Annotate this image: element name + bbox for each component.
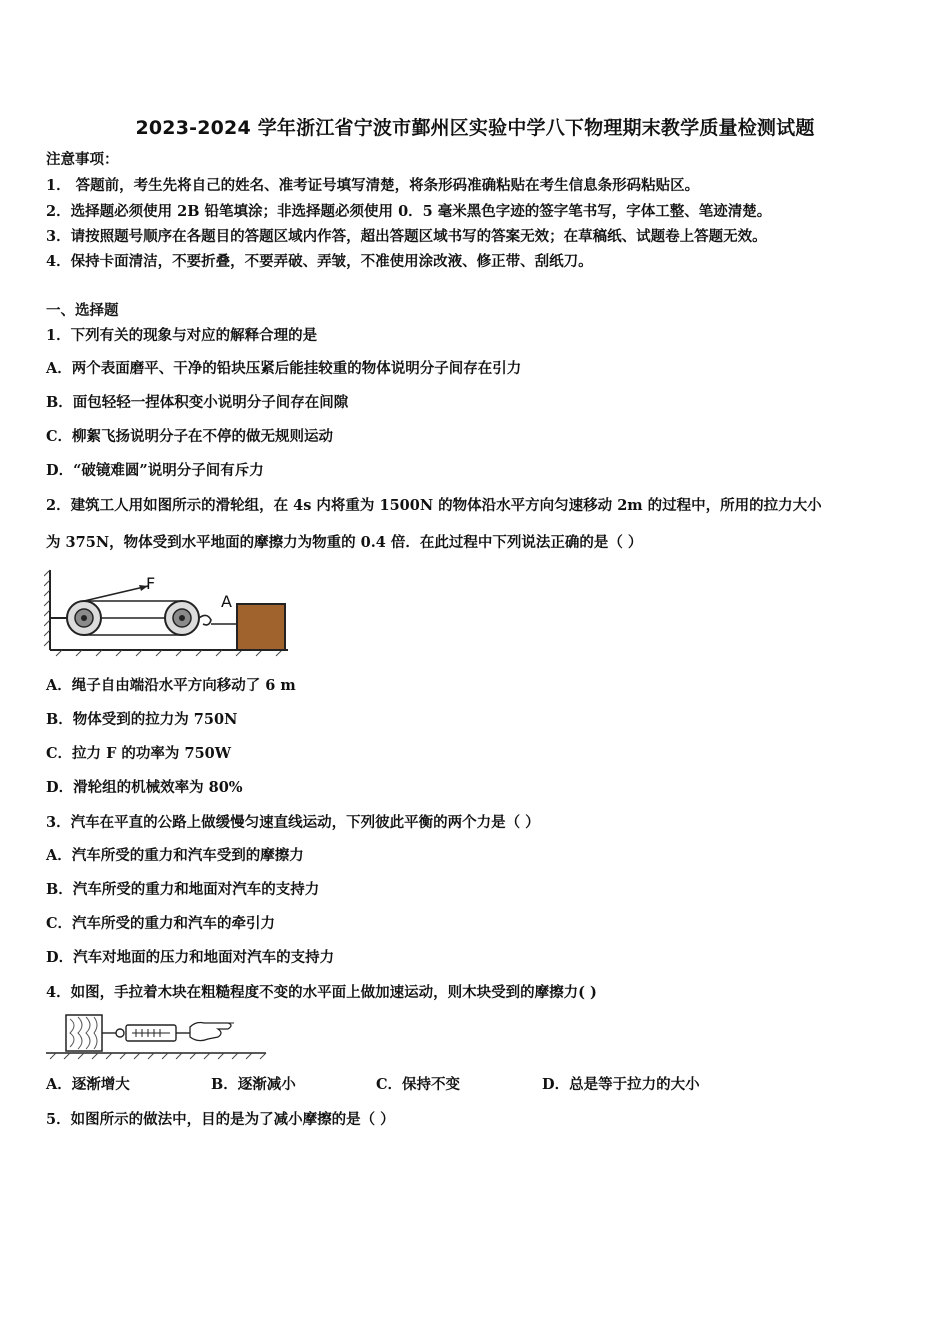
force-label: F <box>146 574 156 593</box>
question-1-option-a: A．两个表面磨平、干净的铅块压紧后能挂较重的物体说明分子间存在引力 <box>46 360 522 377</box>
page-title: 2023-2024 学年浙江省宁波市鄞州区实验中学八下物理期末教学质量检测试题 <box>135 117 815 139</box>
pulley-system-figure <box>44 566 290 658</box>
question-5-stem: 5．如图所示的做法中，目的是为了减小摩擦的是（ ） <box>46 1111 395 1128</box>
question-4-option-a: A．逐渐增大 <box>46 1076 130 1093</box>
question-1-option-c: C．柳絮飞扬说明分子在不停的做无规则运动 <box>46 428 334 445</box>
question-2-option-b: B．物体受到的拉力为 750N <box>46 711 238 728</box>
notice-heading: 注意事项： <box>46 151 119 168</box>
question-4-option-d: D．总是等于拉力的大小 <box>542 1076 700 1093</box>
question-3-stem: 3．汽车在平直的公路上做缓慢匀速直线运动，下列彼此平衡的两个力是（ ） <box>46 814 540 831</box>
section-heading: 一、选择题 <box>46 302 119 319</box>
notice-item: 4．保持卡面清洁，不要折叠，不要弄破、弄皱，不准使用涂改液、修正带、刮纸刀。 <box>46 253 593 270</box>
question-3-option-d: D．汽车对地面的压力和地面对汽车的支持力 <box>46 949 335 966</box>
question-2-option-d: D．滑轮组的机械效率为 80% <box>46 779 243 796</box>
question-1-stem: 1．下列有关的现象与对应的解释合理的是 <box>46 327 318 344</box>
question-2-option-a: A．绳子自由端沿水平方向移动了 6 m <box>46 677 296 694</box>
question-2-stem-line2: 为 375N，物体受到水平地面的摩擦力为物重的 0.4 倍．在此过程中下列说法正确的是（ ） <box>46 534 643 551</box>
question-2-option-c: C．拉力 F 的功率为 750W <box>46 745 232 762</box>
question-4-option-c: C．保持不变 <box>376 1076 461 1093</box>
spring-scale-figure <box>44 1011 268 1061</box>
question-3-option-a: A．汽车所受的重力和汽车受到的摩擦力 <box>46 847 304 864</box>
question-4-stem: 4．如图，手拉着木块在粗糙程度不变的水平面上做加速运动，则木块受到的摩擦力( ) <box>46 984 597 1001</box>
point-label: A <box>221 592 232 611</box>
question-2-stem-line1: 2．建筑工人用如图所示的滑轮组，在 4s 内将重为 1500N 的物体沿水平方向匀速移动 2m 的过程中，所用的拉力大小 <box>46 497 822 514</box>
notice-item: 3．请按照题号顺序在各题目的答题区域内作答，超出答题区域书写的答案无效；在草稿纸、试题卷上答题无效。 <box>46 228 767 245</box>
question-4-option-b: B．逐渐减小 <box>211 1076 296 1093</box>
notice-item: 1． 答题前，考生先将自己的姓名、准考证号填写清楚，将条形码准确粘贴在考生信息条形码粘贴区。 <box>46 177 700 194</box>
question-1-option-b: B．面包轻轻一捏体积变小说明分子间存在间隙 <box>46 394 349 411</box>
question-1-option-d: D．“破镜难圆”说明分子间有斥力 <box>46 462 264 479</box>
question-3-option-c: C．汽车所受的重力和汽车的牵引力 <box>46 915 276 932</box>
notice-item: 2．选择题必须使用 2B 铅笔填涂；非选择题必须使用 0．5 毫米黑色字迹的签字笔书写，字体工整、笔迹清楚。 <box>46 203 772 220</box>
question-3-option-b: B．汽车所受的重力和地面对汽车的支持力 <box>46 881 320 898</box>
